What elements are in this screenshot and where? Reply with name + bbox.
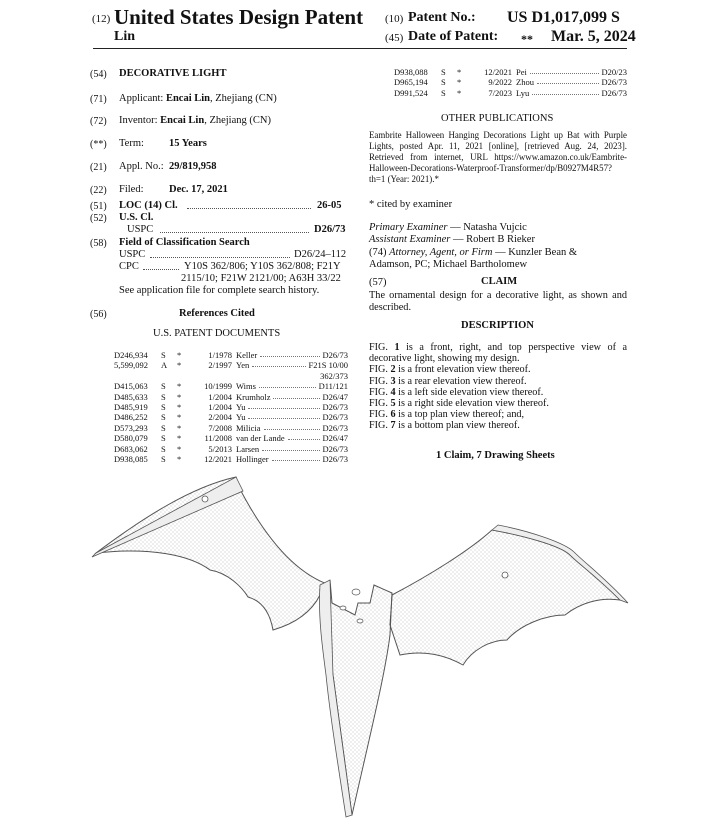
reference-class: D26/73 [601, 77, 627, 88]
reference-date: 2/1997 [208, 360, 232, 371]
reference-kind: A [161, 360, 168, 371]
appl-no-label: Appl. No.: [119, 161, 164, 172]
reference-kind [161, 371, 177, 381]
f72-code: (72) [90, 116, 107, 127]
inventor-location: , Zhejiang (CN) [204, 115, 271, 126]
reference-number: D573,293 [114, 422, 148, 433]
search-see-also: See application file for complete search history. [119, 285, 320, 296]
patent-date: Mar. 5, 2024 [551, 28, 636, 45]
reference-class: D26/73 [322, 402, 348, 412]
reference-row [114, 412, 348, 422]
reference-leader [532, 88, 598, 95]
patent-number: US D1,017,099 S [507, 9, 620, 26]
reference-name: Keller [236, 350, 258, 360]
reference-date: 12/2021 [204, 454, 232, 464]
reference-kind: S [441, 77, 446, 88]
attorney-firm-1: — Kunzler Bean & [495, 247, 578, 258]
kind-code: (12) [92, 13, 111, 25]
figure-description [369, 365, 531, 376]
attorney-label: Attorney, Agent, or Firm [389, 247, 493, 258]
reference-star [177, 371, 192, 381]
figure-number: 5 [390, 398, 396, 409]
f22-code: (22) [90, 185, 107, 196]
search-cpc-line2: 2115/10; F21W 2121/00; A63H 33/22 [181, 273, 341, 284]
filed-value: Dec. 17, 2021 [169, 184, 228, 195]
reference-star: * [457, 77, 462, 88]
search-uspc-leader [150, 249, 290, 258]
figure-description [369, 343, 627, 354]
applicant-name: Encai Lin [165, 93, 211, 104]
reference-number: D485,633 [114, 391, 148, 402]
attorney-firm-2: Adamson, PC; Michael Bartholomew [369, 259, 528, 270]
reference-kind: S [441, 67, 446, 77]
reference-date [192, 371, 236, 381]
reference-number: D246,934 [114, 350, 148, 360]
reference-row [394, 67, 627, 77]
attorney-code: (74) [369, 247, 387, 258]
reference-row [114, 433, 348, 443]
reference-name: Zhou [516, 77, 534, 88]
date-label: Date of Patent: [408, 29, 499, 44]
reference-star: * [177, 422, 182, 433]
reference-leader [252, 360, 305, 367]
reference-star: * [177, 412, 182, 423]
reference-name: Wims [236, 381, 256, 392]
figure-number: 3 [390, 375, 396, 387]
reference-class: D26/47 [322, 433, 348, 444]
attorney-line1 [369, 247, 577, 259]
f52-code: (52) [90, 213, 107, 224]
figure-text: decorative light, showing my design. [369, 353, 520, 365]
reference-name: Yu [236, 402, 246, 412]
search-cpc-line1: Y10S 362/806; Y10S 362/808; F21Y [184, 261, 341, 272]
left-wing [92, 477, 330, 630]
reference-kind: S [161, 412, 166, 423]
reference-star: * [457, 87, 462, 98]
left-eye [340, 606, 346, 610]
reference-row [114, 360, 348, 370]
reference-leader [530, 67, 599, 74]
reference-kind: S [161, 350, 166, 360]
reference-date: 5/2013 [208, 443, 232, 454]
reference-class: D26/73 [322, 422, 348, 433]
reference-star: * [177, 433, 182, 444]
figure-description [369, 399, 549, 410]
reference-row [114, 371, 348, 381]
reference-star: * [457, 67, 462, 77]
figure-description [369, 377, 527, 388]
reference-star: * [177, 350, 182, 360]
reference-number: D991,524 [394, 87, 428, 98]
reference-class: D26/73 [322, 412, 348, 423]
right-eye [357, 619, 363, 623]
patent-no-label: Patent No.: [408, 10, 476, 25]
reference-row [114, 402, 348, 412]
figure-description [369, 354, 520, 365]
reference-date: 2/2004 [208, 412, 232, 423]
reference-name: van der Lande [236, 433, 285, 444]
other-publication: Eambrite Halloween Hanging Decorations Light up Bat with Purple Lights, posted Apr. 11, 2021 [online], [retrieved Aug. 24, 2023]. Retrieved from internet, URL https://www.amazon.co.uk/Eambrite-Halloween-Decorations-Waterproof-Transformer/dp/B0927M4R57?th=1 (Year: 2021).* [369, 130, 627, 184]
reference-star: * [177, 360, 182, 371]
figure-number: 2 [390, 364, 396, 376]
reference-leader [239, 371, 317, 377]
reference-leader [264, 423, 320, 430]
reference-date: 1/2004 [208, 402, 232, 412]
figure-label: FIG. [369, 386, 391, 398]
inventor-short: Lin [114, 29, 136, 44]
reference-row [114, 423, 348, 433]
f58-code: (58) [90, 238, 107, 249]
reference-name: Krumholz [236, 391, 271, 402]
figure-text: is a top plan view thereof; and, [398, 409, 525, 421]
reference-date: 10/1999 [204, 381, 232, 392]
field-search-label: Field of Classification Search [119, 237, 250, 248]
reference-number: 5,599,092 [114, 360, 148, 371]
search-cpc-label: CPC [119, 261, 139, 272]
reference-class: D26/73 [322, 454, 348, 464]
reference-date: 1/2004 [208, 391, 232, 402]
figure-text: is a left side elevation view thereof. [398, 386, 544, 398]
reference-row [394, 88, 627, 98]
reference-number: D965,194 [394, 77, 428, 88]
assistant-examiner-name: — Robert B Rieker [453, 234, 535, 245]
reference-row [114, 444, 348, 454]
figure-description [369, 421, 520, 432]
inventor-label: Inventor: [119, 115, 158, 126]
reference-kind: S [161, 443, 166, 454]
claim-heading: CLAIM [481, 276, 518, 287]
reference-class: D26/47 [322, 391, 348, 402]
reference-star: * [177, 454, 182, 464]
date-marker: ** [521, 32, 533, 46]
references-heading: References Cited [179, 308, 255, 319]
loc-value: 26-05 [317, 200, 342, 211]
reference-class: D11/121 [318, 381, 348, 392]
figure-text: is a bottom plan view thereof. [398, 420, 520, 432]
assistant-examiner [369, 234, 535, 246]
reference-leader [259, 381, 316, 388]
reference-row [114, 381, 348, 391]
us-cl-value: D26/73 [314, 224, 346, 235]
reference-kind: S [161, 433, 166, 444]
patent-no-code: (10) [385, 13, 404, 25]
reference-leader [260, 350, 319, 357]
primary-examiner-label: Primary Examiner [369, 222, 448, 233]
filed-label: Filed: [119, 184, 144, 195]
reference-row [114, 454, 348, 464]
figure-description [369, 388, 543, 399]
reference-number: D938,085 [114, 454, 148, 464]
f71-code: (71) [90, 94, 107, 105]
f54-code: (54) [90, 69, 107, 80]
reference-kind: S [161, 381, 166, 392]
applicant-location: , Zhejiang (CN) [210, 93, 277, 104]
reference-leader [248, 412, 319, 419]
reference-star: * [177, 402, 182, 412]
reference-class: D26/73 [322, 350, 348, 360]
reference-row [114, 392, 348, 402]
bat-light-drawing [0, 475, 727, 832]
figure-number: 1 [394, 342, 400, 353]
term-code: (**) [90, 139, 107, 150]
figure-text: is a front elevation view thereof. [398, 364, 531, 376]
reference-kind: S [161, 454, 166, 464]
reference-number: D486,252 [114, 412, 148, 423]
reference-name: Milicia [236, 422, 261, 433]
reference-leader [272, 454, 320, 461]
term-value: 15 Years [169, 138, 207, 149]
search-uspc-label: USPC [119, 249, 146, 260]
reference-star: * [177, 381, 182, 392]
description-heading: DESCRIPTION [461, 320, 534, 331]
primary-examiner-name: — Natasha Vujcic [450, 222, 527, 233]
reference-name: Yu [236, 412, 246, 423]
reference-name: Lyu [516, 87, 530, 98]
term-label: Term: [119, 138, 144, 149]
us-patent-docs-heading: U.S. PATENT DOCUMENTS [153, 328, 281, 339]
date-code: (45) [385, 32, 404, 44]
reference-number: D485,919 [114, 402, 148, 412]
reference-name: Hollinger [236, 454, 269, 464]
figure-number: 7 [390, 420, 396, 432]
reference-class: 362/373 [320, 370, 348, 381]
reference-number: D580,079 [114, 433, 148, 444]
claim-code: (57) [369, 277, 387, 288]
reference-leader [248, 402, 319, 409]
us-cl-label: U.S. Cl. [119, 212, 154, 223]
reference-date: 11/2008 [204, 433, 232, 444]
reference-star: * [177, 391, 182, 402]
figure-label: FIG. [369, 420, 391, 432]
reference-date: 7/2023 [488, 87, 512, 98]
search-uspc-value: D26/24–112 [294, 249, 347, 260]
reference-date: 12/2021 [484, 67, 512, 77]
reference-name: Pei [516, 67, 527, 77]
left-hang-hole [202, 496, 208, 502]
other-pubs-heading: OTHER PUBLICATIONS [441, 113, 554, 124]
reference-date: 7/2008 [208, 422, 232, 433]
reference-row [394, 77, 627, 87]
figure-label: FIG. [369, 375, 391, 387]
appl-no-value: 29/819,958 [169, 161, 217, 172]
reference-kind: S [161, 422, 166, 433]
bat-body [319, 580, 392, 817]
figure-text: is a rear elevation view thereof. [398, 375, 527, 387]
reference-kind: S [161, 391, 166, 402]
figure-text: is a front, right, and top perspective view of a [406, 342, 627, 353]
reference-class: F21S 10/00 [308, 360, 348, 371]
figure-number: 6 [390, 409, 396, 421]
inventor-name: Encai Lin [160, 115, 205, 126]
assistant-examiner-label: Assistant Examiner [369, 234, 451, 245]
right-hang-hole [502, 572, 508, 578]
right-wing [390, 525, 628, 665]
reference-class: D26/73 [601, 87, 627, 98]
reference-kind: S [441, 87, 446, 98]
claims-summary: 1 Claim, 7 Drawing Sheets [436, 450, 555, 461]
reference-class: D26/73 [322, 443, 348, 454]
reference-number: D683,062 [114, 443, 148, 454]
inventor-field [119, 115, 271, 127]
head-hole [352, 589, 360, 595]
reference-leader [537, 77, 599, 84]
loc-leader [187, 200, 311, 209]
f21-code: (21) [90, 162, 107, 173]
reference-leader [262, 444, 319, 451]
us-cl-leader [160, 224, 309, 233]
reference-name: Larsen [236, 443, 260, 454]
design-title: DECORATIVE LIGHT [119, 68, 227, 79]
loc-label: LOC (14) Cl. [119, 200, 178, 211]
f51-code: (51) [90, 201, 107, 212]
figure-number: 4 [390, 386, 396, 398]
reference-leader [273, 392, 319, 399]
patent-title: United States Design Patent [114, 5, 364, 29]
reference-date: 9/2022 [488, 77, 512, 88]
reference-class: D20/23 [601, 67, 627, 77]
reference-star: * [177, 443, 182, 454]
reference-number: D938,088 [394, 67, 428, 77]
applicant-label: Applicant: [119, 93, 164, 104]
header-rule [93, 48, 627, 49]
search-cpc-leader [143, 261, 179, 270]
reference-name: Yen [236, 360, 250, 371]
figure-label: FIG. [369, 364, 391, 376]
reference-leader [288, 433, 320, 440]
primary-examiner [369, 222, 527, 234]
us-cl-sublabel: USPC [127, 224, 154, 235]
applicant-field [119, 93, 277, 105]
reference-number: D415,063 [114, 381, 148, 392]
reference-row [114, 350, 348, 360]
reference-number [114, 371, 161, 381]
figure-label: FIG. [369, 398, 391, 409]
reference-kind: S [161, 402, 166, 412]
figure-text: is a right side elevation view thereof. [398, 398, 549, 409]
figure-label: FIG. [369, 342, 395, 353]
figure-description [369, 410, 524, 421]
claim-text: The ornamental design for a decorative light, as shown and described. [369, 290, 627, 313]
f56-code: (56) [90, 309, 107, 320]
reference-date: 1/1978 [208, 350, 232, 360]
cited-by-examiner: * cited by examiner [369, 199, 453, 210]
figure-label: FIG. [369, 409, 391, 421]
